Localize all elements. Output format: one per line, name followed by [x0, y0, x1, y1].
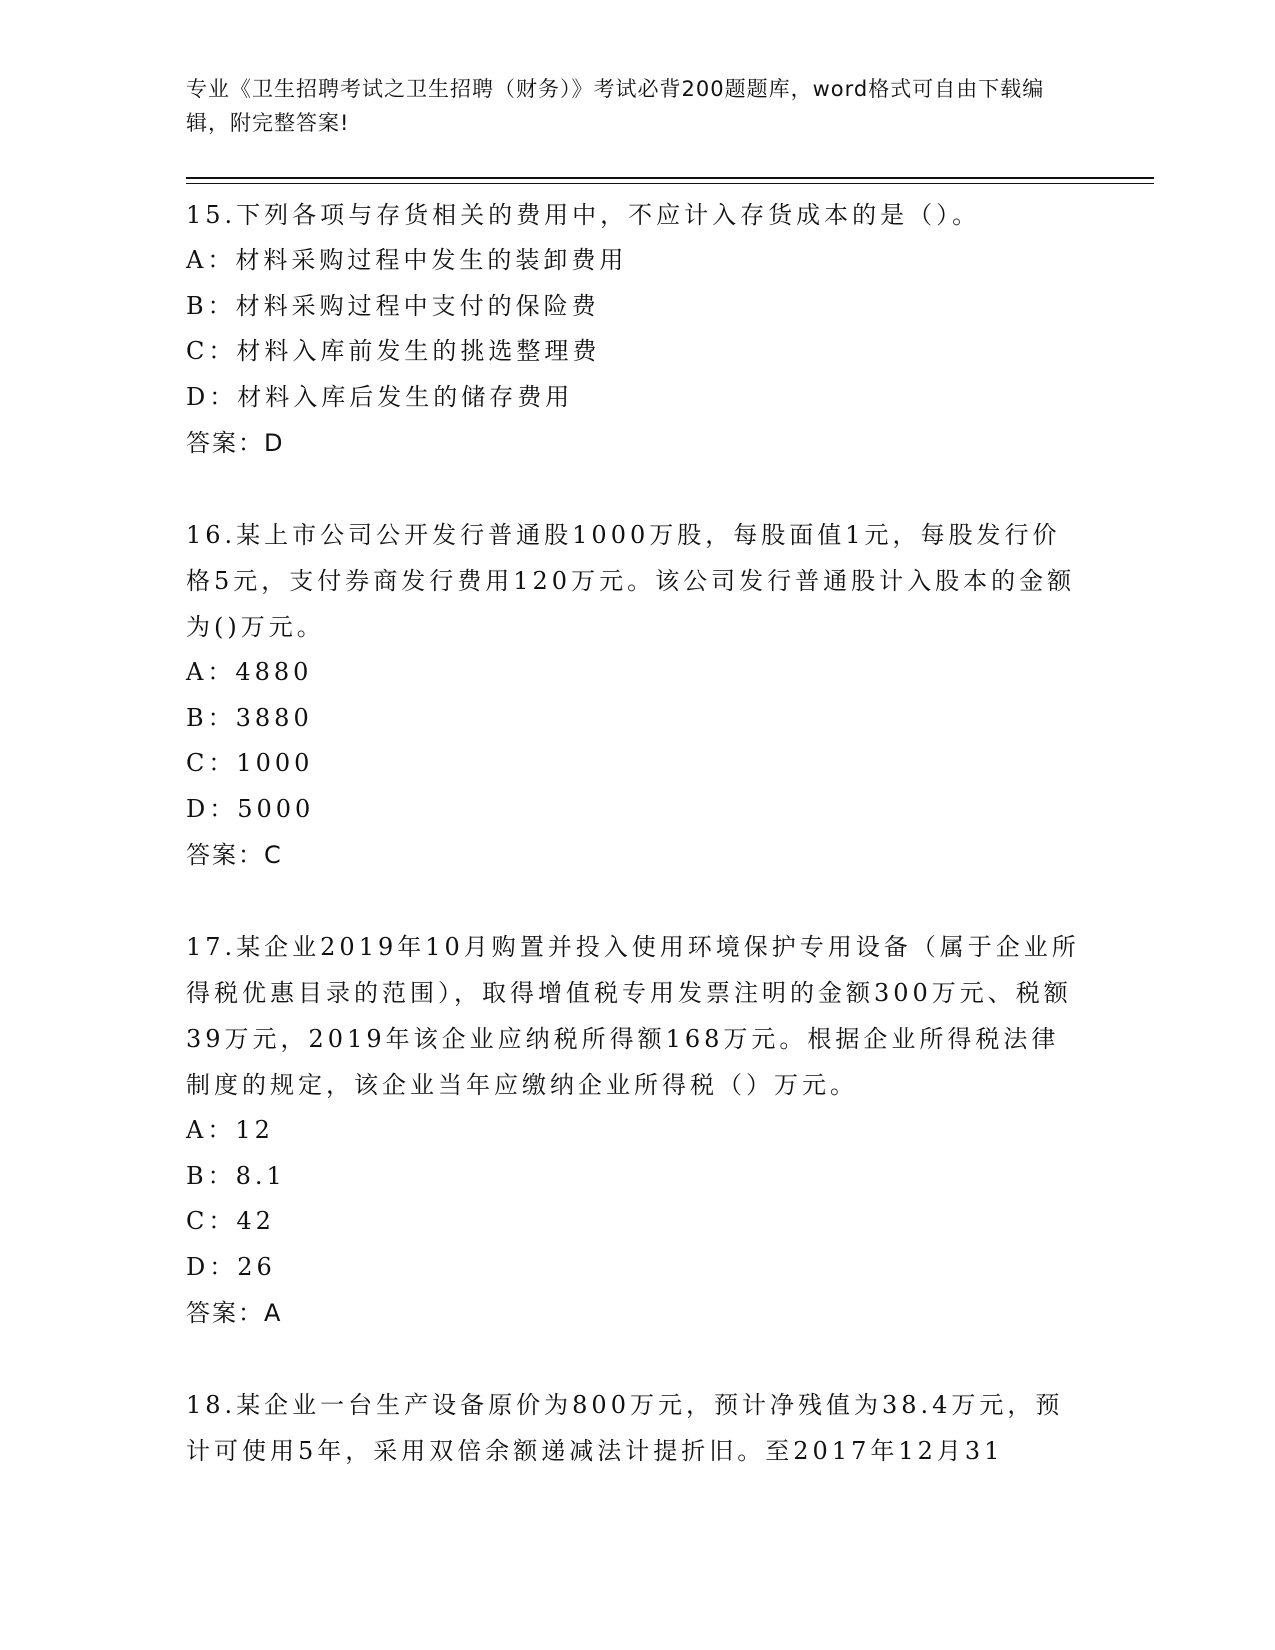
option-c: C：材料入库前发生的挑选整理费 [186, 337, 601, 365]
answer: 答案：C [186, 841, 283, 869]
question-stem: 18.某企业一台生产设备原价为800万元，预计净残值为38.4万元，预计可使用5年，采用双倍余额递减法计提折旧。至2017年12月31 [186, 1391, 1064, 1465]
document-header [186, 72, 1066, 140]
option-d: D：5000 [186, 794, 315, 823]
option-d: D：材料入库后发生的储存费用 [186, 382, 574, 411]
option-c: C：1000 [186, 749, 314, 777]
header-rule-thick [186, 177, 1154, 179]
option-a: A：4880 [186, 658, 313, 686]
question-18 [186, 1382, 1086, 1474]
option-d: D：26 [186, 1252, 276, 1281]
question-stem: 16.某上市公司公开发行普通股1000万股，每股面值1元，每股发行价格5元，支付券商发行费用120万元。该公司发行普通股计入股本的金额为()万元。 [186, 521, 1076, 641]
question-17 [186, 924, 1086, 1336]
question-15 [186, 192, 1086, 466]
option-b: B：3880 [186, 703, 313, 732]
option-a: A：材料采购过程中发生的装卸费用 [186, 246, 628, 274]
option-b: B：8.1 [186, 1161, 286, 1190]
question-list [186, 192, 1086, 1520]
answer: 答案：A [186, 1299, 283, 1327]
question-16 [186, 512, 1086, 878]
option-a: A：12 [186, 1116, 274, 1144]
option-c: C：42 [186, 1207, 275, 1235]
question-stem: 15.下列各项与存货相关的费用中，不应计入存货成本的是（）。 [186, 201, 981, 229]
header-text: 专业《卫生招聘考试之卫生招聘（财务）》考试必背200题题库，word格式可自由下载编辑，附完整答案! [186, 77, 1045, 135]
answer: 答案：D [186, 429, 285, 457]
header-rule-thin [186, 183, 1154, 184]
option-b: B：材料采购过程中支付的保险费 [186, 291, 600, 320]
question-stem: 17.某企业2019年10月购置并投入使用环境保护专用设备（属于企业所得税优惠目录的范围），取得增值税专用发票注明的金额300万元、税额39万元，2019年该企业应纳税所得额168万元。根据企业所得税法律制度的规定，该企业当年应缴纳企业所得税（）万元。 [186, 933, 1080, 1099]
